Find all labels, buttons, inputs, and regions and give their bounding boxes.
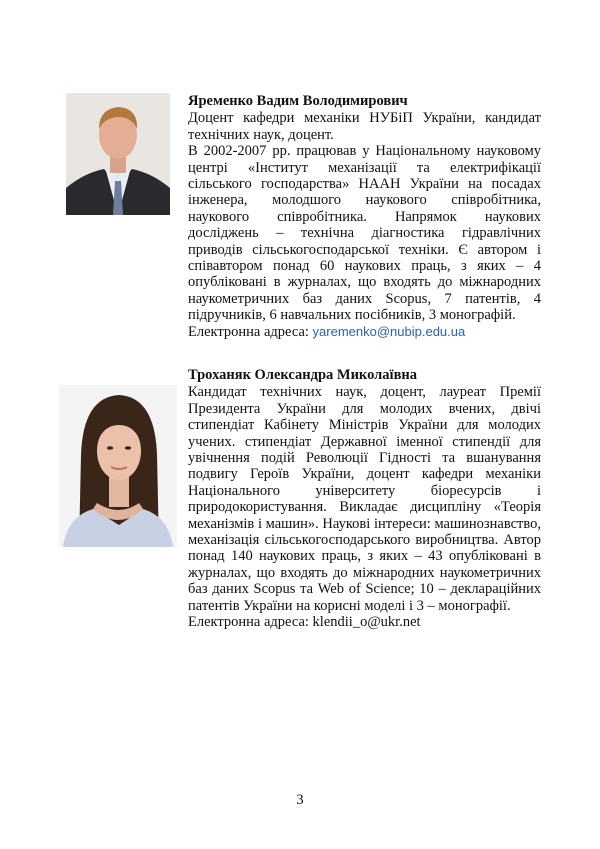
- bio-text: Кандидат технічних наук, доцент, лауреат Премії Президента України для молодих вчених, двічі стипендіат Кабінету Міністрів України для молодих учених. стипендіат Державної іменної стипендії для увічнення подій Революції Гідності та вшанування подвигу Героїв України, доцент кафедри механіки Національного університету біоресурсів і природокористування. Викладає дисципліну «Теорія механізмів і машин». Наукові інтереси: машинознавство, механізація сільськогосподарського виробництва. Автор понад 140 наукових праць, з яких – 43 опубліковані в журналах, що входять до міжнародних наукометричних баз даних Scopus та Web of Science; 10 – деклараційних патентів України на корисні моделі і 3 – монографії.: [188, 384, 541, 614]
- career-text: В 2002-2007 рр. працював у Національному науковому центрі «Інститут механізації та електрифікації сільського господарства» НААН України на посадах інженера, молодшого наукового співробітника, наукового співробітника. Напрямок наукових досліджень – технічна діагностика гідравлічних приводів сільськогосподарської техніки. Є автором і співавтором понад 60 наукових праць, з яких – 4 опубліковані в журналах, що входять до міжнародних наукометричних баз даних Scopus, 7 патентів, 4 підручників, 6 навчальних посібників, 3 монографій.: [188, 143, 541, 324]
- bio-yaremenko: [188, 93, 541, 340]
- portrait-photo-yaremenko: [66, 93, 170, 215]
- email-line: [188, 324, 541, 340]
- portrait-photo-trokhaniak: [59, 385, 177, 547]
- page-number: 3: [296, 792, 304, 808]
- email-label: Електронна адреса:: [188, 614, 309, 631]
- person-name: Яременко Вадим Володимирович: [188, 93, 408, 109]
- email-line: [188, 614, 541, 630]
- position-text: Доцент кафедри механіки НУБіП України, кандидат технічних наук, доцент.: [188, 110, 541, 143]
- email-link[interactable]: yaremenko@nubip.edu.ua: [312, 323, 466, 339]
- email-label: Електронна адреса:: [188, 323, 309, 340]
- email-address: klendii_o@ukr.net: [312, 614, 421, 631]
- person-name: Троханяк Олександра Миколаївна: [188, 367, 418, 383]
- bio-trokhaniak: [188, 367, 541, 631]
